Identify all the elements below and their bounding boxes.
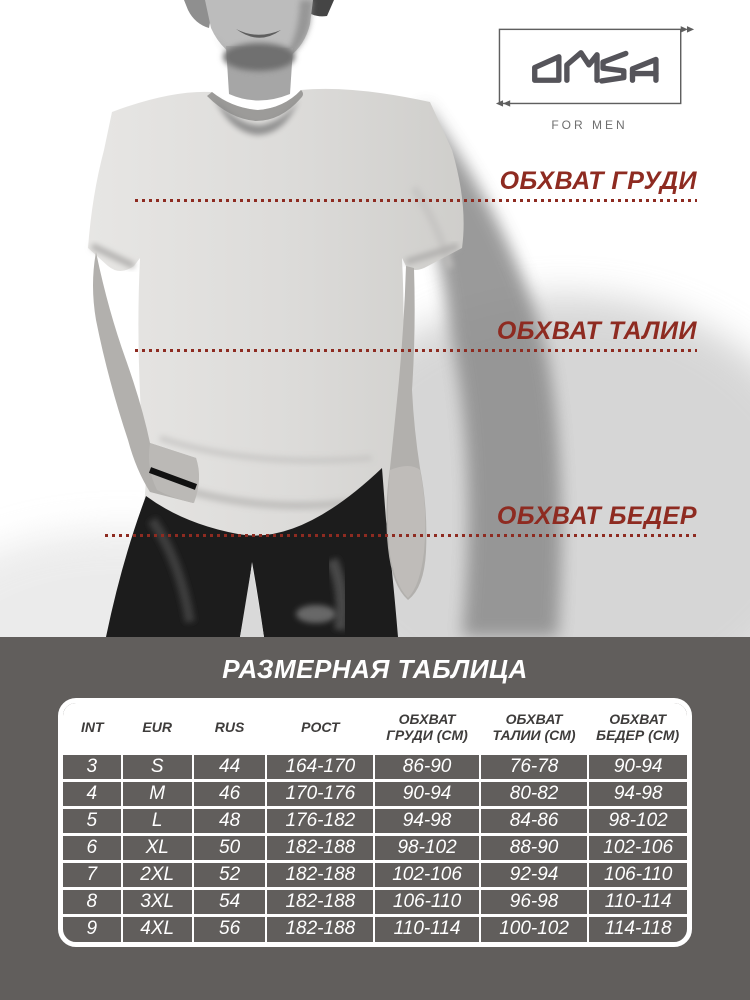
- table-row: [63, 834, 687, 861]
- table-cell: 86-90: [374, 753, 479, 780]
- table-cell: 46: [193, 780, 267, 807]
- table-cell: 176-182: [266, 807, 374, 834]
- table-row: [63, 861, 687, 888]
- table-cell: 164-170: [266, 753, 374, 780]
- table-cell: 90-94: [588, 753, 687, 780]
- table-row: [63, 780, 687, 807]
- table-row: [63, 888, 687, 915]
- measurement-chest: [135, 167, 697, 202]
- table-cell: M: [122, 780, 193, 807]
- column-header: ОБХВАТ ТАЛИИ (СМ): [480, 703, 589, 753]
- table-cell: 80-82: [480, 780, 589, 807]
- table-cell: 102-106: [374, 861, 479, 888]
- table-cell: 56: [193, 915, 267, 942]
- table-cell: 3: [63, 753, 122, 780]
- brand-tagline: FOR MEN: [551, 118, 628, 132]
- table-cell: 182-188: [266, 888, 374, 915]
- column-header: EUR: [122, 703, 193, 753]
- size-table-title: РАЗМЕРНАЯ ТАБЛИЦА: [222, 654, 528, 684]
- table-cell: 88-90: [480, 834, 589, 861]
- table-cell: 182-188: [266, 834, 374, 861]
- table-cell: 2XL: [122, 861, 193, 888]
- table-cell: 52: [193, 861, 267, 888]
- measurement-waist-label: ОБХВАТ ТАЛИИ: [496, 317, 697, 345]
- table-cell: 92-94: [480, 861, 589, 888]
- column-header: ОБХВАТ БЕДЕР (СМ): [588, 703, 687, 753]
- table-cell: 182-188: [266, 915, 374, 942]
- table-cell: 7: [63, 861, 122, 888]
- table-cell: 98-102: [588, 807, 687, 834]
- measurement-hips-dotted-line: [105, 534, 697, 537]
- column-header: РОСТ: [266, 703, 374, 753]
- measurement-waist-dotted-line: [135, 349, 697, 352]
- table-cell: XL: [122, 834, 193, 861]
- table-cell: S: [122, 753, 193, 780]
- size-table-card: [58, 698, 692, 947]
- table-cell: 76-78: [480, 753, 589, 780]
- measurement-chest-dotted-line: [135, 199, 697, 202]
- table-row: [63, 915, 687, 942]
- measurement-hips-label: ОБХВАТ БЕДЕР: [496, 502, 697, 530]
- table-cell: 102-106: [588, 834, 687, 861]
- column-header: RUS: [193, 703, 267, 753]
- column-header: ОБХВАТ ГРУДИ (СМ): [374, 703, 479, 753]
- table-cell: 6: [63, 834, 122, 861]
- table-cell: 110-114: [374, 915, 479, 942]
- table-cell: L: [122, 807, 193, 834]
- table-cell: 90-94: [374, 780, 479, 807]
- table-cell: 114-118: [588, 915, 687, 942]
- measurement-hips: [105, 502, 697, 537]
- table-cell: 4XL: [122, 915, 193, 942]
- size-table-body: [63, 753, 687, 942]
- table-cell: 94-98: [588, 780, 687, 807]
- brand-logo-letters: [535, 53, 656, 81]
- table-cell: 100-102: [480, 915, 589, 942]
- table-row: [63, 807, 687, 834]
- table-cell: 48: [193, 807, 267, 834]
- measurement-waist: [135, 317, 697, 352]
- brand-logo: [484, 24, 706, 144]
- table-cell: 106-110: [374, 888, 479, 915]
- table-cell: 170-176: [266, 780, 374, 807]
- table-cell: 8: [63, 888, 122, 915]
- table-cell: 9: [63, 915, 122, 942]
- brand-logo-frame: [484, 24, 706, 124]
- table-cell: 106-110: [588, 861, 687, 888]
- table-row: [63, 753, 687, 780]
- table-cell: 110-114: [588, 888, 687, 915]
- size-table-section: [0, 637, 750, 1000]
- table-cell: 54: [193, 888, 267, 915]
- table-cell: 84-86: [480, 807, 589, 834]
- column-header: INT: [63, 703, 122, 753]
- table-cell: 96-98: [480, 888, 589, 915]
- size-table-header-row: [63, 703, 687, 753]
- table-cell: 5: [63, 807, 122, 834]
- table-cell: 98-102: [374, 834, 479, 861]
- table-cell: 94-98: [374, 807, 479, 834]
- table-cell: 44: [193, 753, 267, 780]
- table-cell: 4: [63, 780, 122, 807]
- table-cell: 50: [193, 834, 267, 861]
- table-cell: 182-188: [266, 861, 374, 888]
- size-table: [63, 703, 687, 942]
- table-cell: 3XL: [122, 888, 193, 915]
- measurement-chest-label: ОБХВАТ ГРУДИ: [499, 167, 697, 195]
